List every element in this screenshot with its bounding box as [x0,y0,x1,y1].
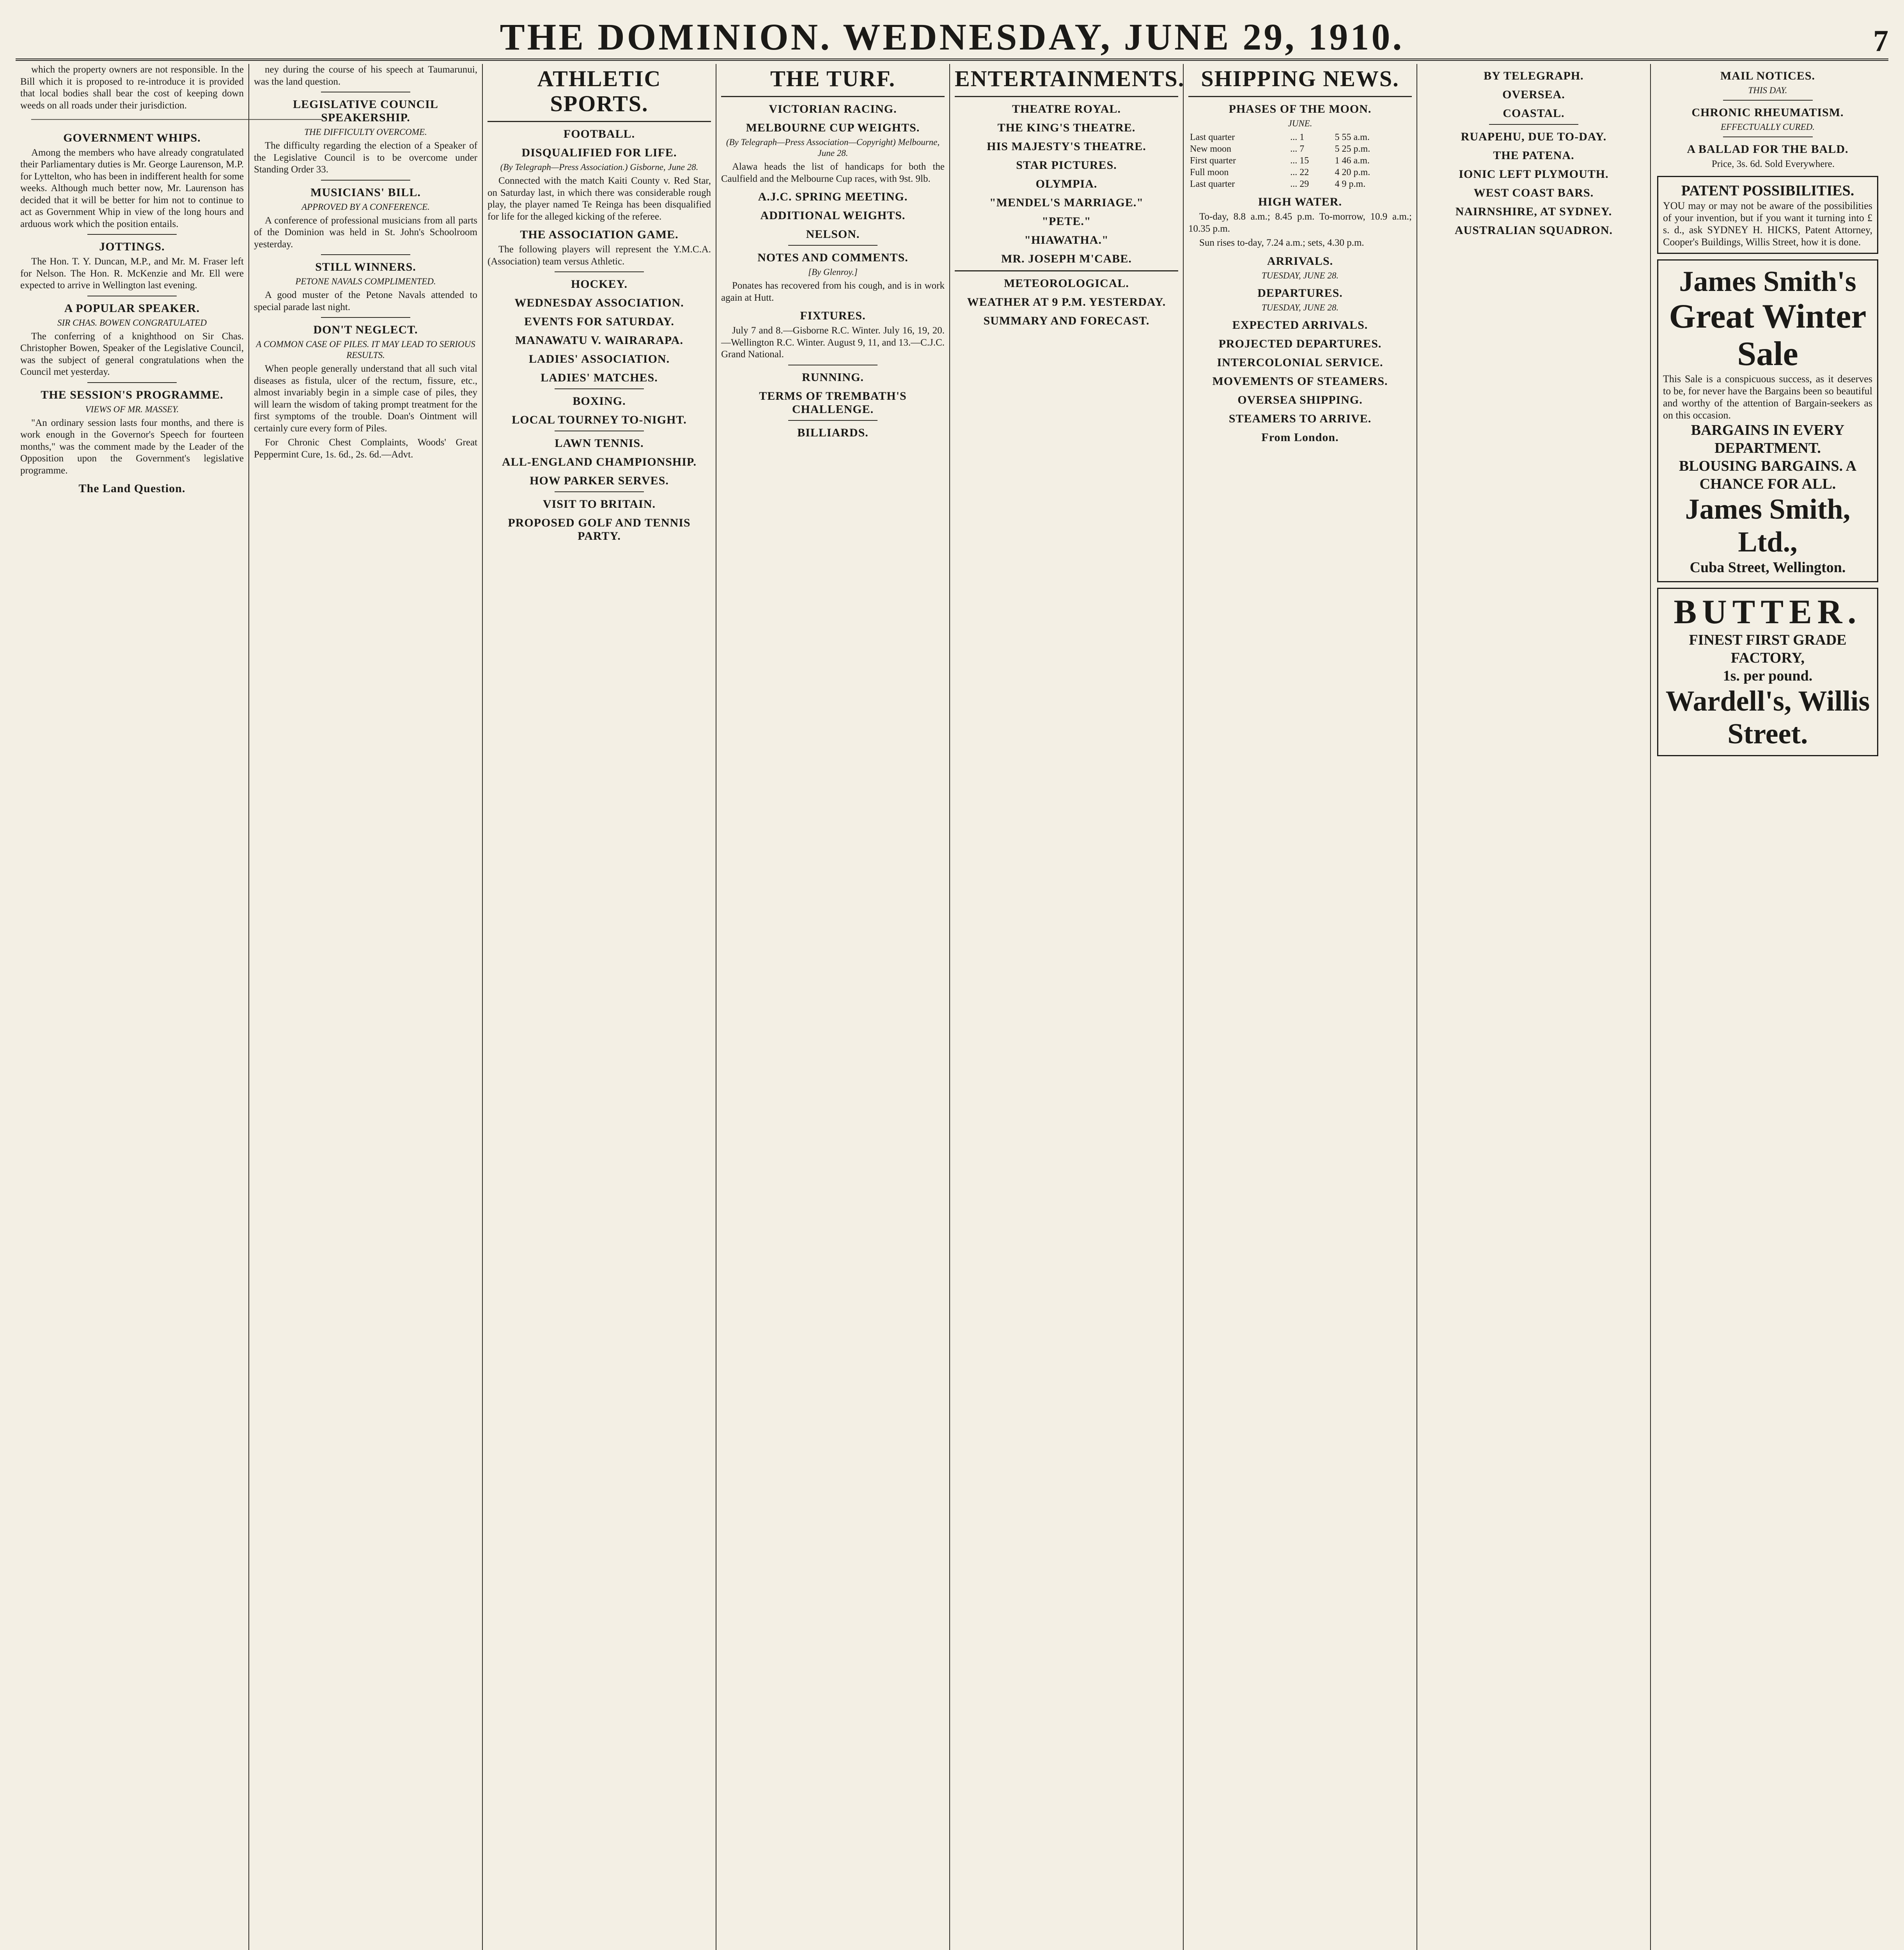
article-heading: The Land Question. [78,482,186,495]
butter-advert [1657,588,1878,756]
article-heading: INTERCOLONIAL SERVICE. [1217,356,1383,369]
column-5 [950,64,1184,1950]
article-heading: COASTAL. [1503,107,1565,120]
divider [1723,100,1813,101]
section-heading: ATHLETIC SPORTS. [537,66,661,116]
article-subheading: PETONE NAVALS COMPLIMENTED. [295,277,436,286]
column-8 [1651,64,1884,1950]
masthead [16,16,1888,61]
article-body: Among the members who have already congratulated their Parliamentary duties is Mr. George Laurenson, M.P. for Lyttelton, who has been in indifferent health for some weeks. Although much better now, Mr. Laurenson has decided that it will be better for him not to continue to act as Government Whip in view of the long hours and arduous work which the position entails. [20,147,244,229]
butter-factory: FACTORY, [1730,649,1805,666]
article-heading: LADIES' ASSOCIATION. [528,353,670,365]
moon-phase-date: ... 7 [1290,144,1305,154]
article-heading: MAIL NOTICES. [1720,69,1815,82]
butter-price: 1s. per pound. [1723,667,1813,684]
phases-month: JUNE. [1288,119,1312,128]
article-heading: MELBOURNE CUP WEIGHTS. [746,121,920,134]
article-body: The Hon. T. Y. Duncan, M.P., and Mr. M. Fraser left for Nelson. The Hon. R. McKenzie and Mr. Ell were expected to arrive in Wellington last evening. [20,256,244,291]
sun-times: Sun rises to-day, 7.24 a.m.; sets, 4.30 p.m. [1199,238,1364,248]
section-subheading: FOOTBALL. [563,128,635,140]
section-heading: SHIPPING NEWS. [1201,66,1399,91]
moon-phases-table [1188,131,1412,190]
moon-phase-date: ... 15 [1290,156,1309,166]
divider [555,388,644,389]
article-heading: THE ASSOCIATION GAME. [520,228,679,241]
moon-phase-date: ... 29 [1290,179,1309,189]
column-6 [1184,64,1417,1950]
divider [87,234,177,235]
section-subheading: RUNNING. [802,370,864,384]
divider [788,245,878,246]
newspaper-title: THE DOMINION. WEDNESDAY, JUNE 29, 1910. [500,16,1404,58]
article-body: July 7 and 8.—Gisborne R.C. Winter. July 16, 19, 20.—Wellington R.C. Winter. August 9, 11, and 13.—C.J.C. Grand National. [721,325,945,360]
dateline: TUESDAY, JUNE 28. [1261,302,1339,312]
page-number: 7 [1873,24,1888,58]
moon-phase-row [1188,178,1412,190]
column-7 [1417,64,1651,1950]
article-subheading: VIEWS OF MR. MASSEY. [85,404,179,414]
article-heading: DEPARTURES. [1257,286,1343,300]
article-heading: NOTES AND COMMENTS. [757,251,908,264]
patent-advert-title: PATENT POSSIBILITIES. [1681,182,1854,199]
section-heading: ENTERTAINMENTS. [955,66,1185,91]
article-subheading: A COMMON CASE OF PILES. IT MAY LEAD TO SERIOUS RESULTS. [256,339,475,360]
article-heading: PHASES OF THE MOON. [1229,103,1372,115]
moon-phase-date: ... 1 [1290,132,1305,142]
article-heading: MR. JOSEPH M'CABE. [1001,252,1132,265]
article-body: ────────────────────────────────────────── [31,114,321,125]
article-heading: JOTTINGS. [99,240,165,253]
byline: [By Glenroy.] [808,267,858,277]
moon-phase-name: Last quarter [1190,132,1235,142]
advertiser-firm: James Smith, Ltd., [1685,493,1851,558]
column-2 [249,64,483,1950]
divider [955,96,1178,97]
article-heading: OVERSEA. [1502,88,1565,101]
article-subheading: EFFECTUALLY CURED. [1720,122,1815,132]
section-subheading: VISIT TO BRITAIN. [542,498,656,511]
article-heading: A POPULAR SPEAKER. [64,301,200,315]
sale-subheading: BLOUSING BARGAINS. A CHANCE FOR ALL. [1679,457,1857,492]
winter-sale-advert [1657,259,1878,582]
divider [321,317,410,318]
article-heading: BY TELEGRAPH. [1484,69,1584,82]
section-subheading: BOXING. [573,395,626,408]
article-body: Ponates has recovered from his cough, and is in work again at Hutt. [721,280,945,303]
article-heading: ADDITIONAL WEIGHTS. [760,209,906,222]
article-heading: THE SESSION'S PROGRAMME. [41,388,223,401]
moon-phase-date: ... 22 [1290,167,1309,177]
section-heading: THE TURF. [770,66,895,91]
divider [955,270,1178,271]
article-heading: A BALLAD FOR THE BALD. [1687,143,1849,156]
moon-phase-time: 5 25 p.m. [1335,144,1370,154]
article-heading: DON'T NEGLECT. [313,323,418,336]
article-heading: THEATRE ROYAL. [1012,103,1121,115]
article-subheading: SIR CHAS. BOWEN CONGRATULATED [57,317,207,328]
sale-body: This Sale is a conspicuous success, as it deserves to be, for never have the Bargains been so beautiful and worthy of the attention of Bargain-seekers as on this occasion. [1663,373,1872,421]
article-heading: "MENDEL'S MARRIAGE." [989,196,1143,209]
advertiser-address: Cuba Street, Wellington. [1689,559,1846,576]
dateline: THIS DAY. [1748,85,1787,95]
article-heading: PROJECTED DEPARTURES. [1218,337,1382,350]
article-heading: STAR PICTURES. [1016,159,1117,172]
moon-phase-name: New moon [1190,144,1231,154]
article-heading: THE KING'S THEATRE. [997,121,1136,134]
article-heading: RUAPEHU, DUE TO-DAY. [1461,130,1607,143]
section-subheading: HOCKEY. [571,278,628,291]
article-heading: A.J.C. SPRING MEETING. [758,190,908,203]
moon-phase-time: 1 46 a.m. [1335,156,1370,166]
butter-subtitle: FINEST FIRST GRADE [1689,631,1847,648]
section-subheading: LAWN TENNIS. [555,437,644,450]
article-subheading: THE DIFFICULTY OVERCOME. [304,127,427,137]
moon-phase-name: Last quarter [1190,179,1235,189]
column-1 [16,64,321,1950]
article-heading: ARRIVALS. [1267,254,1333,268]
article-heading: TERMS OF TREMBATH'S CHALLENGE. [759,389,907,416]
article-heading: MANAWATU V. WAIRARAPA. [515,334,683,347]
divider [721,96,945,97]
article-heading: MOVEMENTS OF STEAMERS. [1212,374,1388,388]
article-body: A good muster of the Petone Navals attended to special parade last night. [254,290,477,312]
article-subheading: APPROVED BY A CONFERENCE. [301,202,430,212]
article-body: The conferring of a knighthood on Sir Chas. Christopher Bowen, Speaker of the Legislative Council, was the subject of general congratulations when the Council met yesterday. [20,331,244,377]
divider [488,121,711,122]
article-heading: HIGH WATER. [1258,195,1342,208]
article-heading: STILL WINNERS. [315,261,416,273]
moon-phase-row [1188,167,1412,178]
article-heading: SUMMARY AND FORECAST. [983,314,1150,327]
butter-title: BUTTER. [1674,593,1862,631]
divider [555,491,644,492]
advert-line: Price, 3s. 6d. Sold Everywhere. [1711,159,1835,169]
article-body: The following players will represent the Y.M.C.A. (Association) team versus Athletic. [488,244,711,267]
article-heading: WEST COAST BARS. [1473,186,1594,199]
moon-phase-name: First quarter [1190,156,1236,166]
article-body: A conference of professional musicians from all parts of the Dominion was held in St. John's Schoolroom yesterday. [254,215,477,250]
sale-subheading: BARGAINS IN EVERY DEPARTMENT. [1691,422,1845,456]
divider [321,180,410,181]
divider [321,254,410,255]
article-heading: LADIES' MATCHES. [541,371,658,384]
article-heading: WEATHER AT 9 P.M. YESTERDAY. [967,296,1166,308]
butter-vendor: Wardell's, Willis Street. [1665,685,1870,750]
article-body: The difficulty regarding the election of a Speaker of the Legislative Council is to be overcome under Standing Order 33. [254,140,477,175]
article-heading: ALL-ENGLAND CHAMPIONSHIP. [502,456,697,468]
article-heading: From London. [1261,431,1339,444]
article-body: Alawa heads the list of handicaps for both the Caulfield and the Melbourne Cup races, with 9st. 9lb. [721,161,945,184]
article-intro: which the property owners are not responsible. In the Bill which it is proposed to re-introduce it is provided that local bodies shall bear the cost of keeping down weeds on all roads under their jurisdiction. [20,64,244,111]
article-heading: LOCAL TOURNEY TO-NIGHT. [512,413,687,426]
moon-phase-time: 4 20 p.m. [1335,167,1370,177]
article-heading: EVENTS FOR SATURDAY. [524,315,674,328]
article-heading: CHRONIC RHEUMATISM. [1691,106,1844,119]
divider [1188,96,1412,97]
article-intro: ney during the course of his speech at Taumarunui, was the land question. [254,64,477,87]
advertiser-name: James Smith's [1679,265,1856,298]
article-heading: WEDNESDAY ASSOCIATION. [514,296,684,309]
article-heading: AUSTRALIAN SQUADRON. [1454,224,1613,237]
divider [1723,136,1813,137]
article-heading: HOW PARKER SERVES. [530,474,669,487]
dateline: TUESDAY, JUNE 28. [1261,270,1339,280]
article-heading: DISQUALIFIED FOR LIFE. [521,146,677,159]
moon-phase-row [1188,143,1412,155]
moon-phase-row [1188,131,1412,143]
dateline: (By Telegraph—Press Association.) Gisborne, June 28. [500,162,698,172]
article-heading: NELSON. [806,228,860,241]
article-body: When people generally understand that all such vital diseases as fistula, ulcer of the rectum, fissure, etc., almost invariably begin in a simple case of piles, they will learn the wisdom of taking prompt treatment for the first symptoms of the trouble. Doan's Ointment will certainly cure every form of Piles. [254,363,477,434]
article-heading: THE PATENA. [1493,149,1574,162]
article-heading: "HIAWATHA." [1024,234,1109,246]
article-heading: OLYMPIA. [1035,177,1097,190]
article-heading: LEGISLATIVE COUNCIL SPEAKERSHIP. [293,98,438,124]
moon-phase-time: 5 55 a.m. [1335,132,1370,142]
sale-title: Great Winter Sale [1669,297,1867,373]
patent-advert [1657,176,1878,254]
moon-phase-row [1188,155,1412,167]
section-subheading: BILLIARDS. [797,426,869,439]
article-heading: IONIC LEFT PLYMOUTH. [1459,168,1609,181]
section-subheading: METEOROLOGICAL. [1004,277,1129,290]
divider [1489,124,1578,125]
divider [87,382,177,383]
divider [788,420,878,421]
article-heading: "PETE." [1042,215,1091,228]
column-4 [716,64,950,1950]
article-body: Connected with the match Kaiti County v. Red Star, on Saturday last, in which there was considerable rough play, the player named Te Reinga has been disqualified for life for the alleged kicking of the referee. [488,176,711,222]
article-body: "An ordinary session lasts four months, and there is work enough in the Governor's Speech for fourteen months," was the comment made by the Leader of the Opposition upon the Government's legislative programme. [20,417,244,476]
article-heading: HIS MAJESTY'S THEATRE. [987,140,1146,153]
article-heading: OVERSEA SHIPPING. [1237,393,1363,406]
divider [555,271,644,272]
moon-phase-time: 4 9 p.m. [1335,179,1366,189]
article-heading: NAIRNSHIRE, AT SYDNEY. [1455,205,1612,218]
article-heading: EXPECTED ARRIVALS. [1232,318,1368,332]
columns [16,64,1888,1950]
moon-phase-name: Full moon [1190,167,1229,177]
dateline: (By Telegraph—Press Association—Copyright) Melbourne, June 28. [726,137,940,158]
article-heading: FIXTURES. [800,309,866,322]
advert-line: For Chronic Chest Complaints, Woods' Great Peppermint Cure, 1s. 6d., 2s. 6d.—Advt. [254,437,477,460]
patent-advert-body: YOU may or may not be aware of the possibilities of your invention, but if you want it turning into £ s. d., ask SYDNEY H. HICKS, Patent Attorney, Cooper's Buildings, Willis Street, how it is done. [1663,200,1872,248]
article-heading: MUSICIANS' BILL. [310,186,421,199]
column-3 [483,64,716,1950]
article-heading: PROPOSED GOLF AND TENNIS PARTY. [508,516,691,542]
article-heading: GOVERNMENT WHIPS. [63,131,201,144]
section-subheading: VICTORIAN RACING. [769,103,897,115]
article-heading: STEAMERS TO ARRIVE. [1229,412,1372,425]
high-water-times: To-day, 8.8 a.m.; 8.45 p.m. To-morrow, 10.9 a.m.; 10.35 p.m. [1188,211,1412,234]
